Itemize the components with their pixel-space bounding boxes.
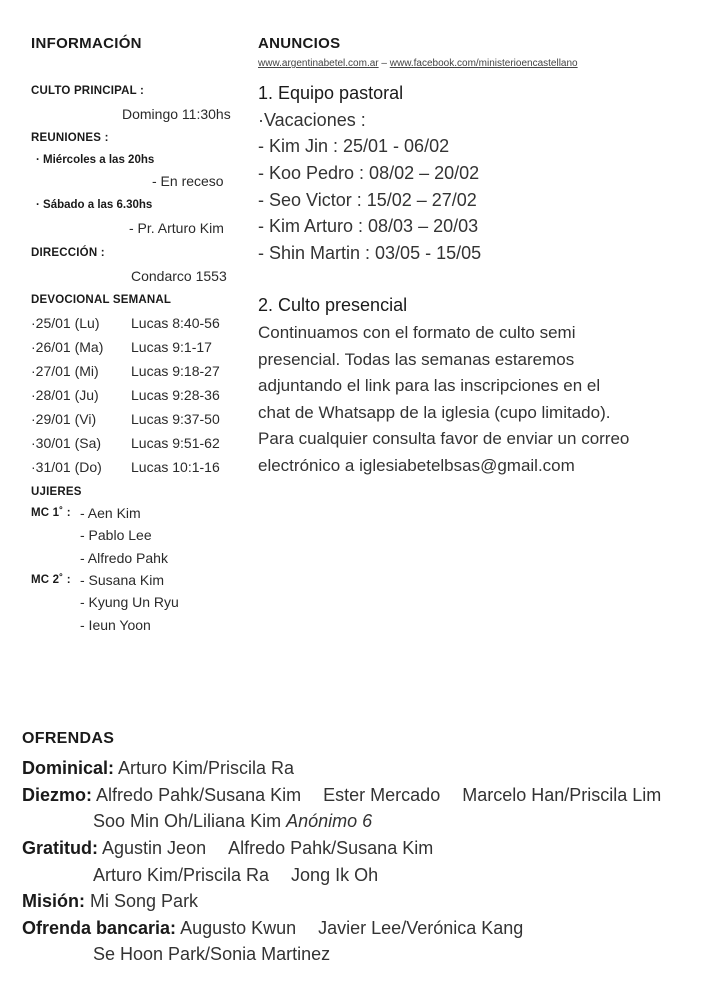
section2-title: 2. Culto presencial bbox=[258, 295, 408, 315]
ofrenda-gratitud-cont bbox=[93, 865, 378, 886]
devocional-ref: Lucas 9:28-36 bbox=[131, 387, 220, 403]
devocional-row bbox=[31, 411, 231, 427]
info-title: INFORMACIÓN bbox=[31, 35, 142, 52]
devocional-date: ·26/01 (Ma) bbox=[31, 339, 104, 355]
dominical-names: Arturo Kim/Priscila Ra bbox=[118, 758, 295, 778]
direccion-value: Condarco 1553 bbox=[131, 268, 227, 284]
ofrenda-gratitud bbox=[22, 838, 433, 859]
mc1-label: MC 1˚ : bbox=[31, 507, 71, 519]
website-link[interactable]: www.argentinabetel.com.ar bbox=[258, 58, 379, 69]
vacation-item: - Shin Martin : 03/05 - 15/05 bbox=[258, 243, 482, 263]
gratitud-name: Alfredo Pahk/Susana Kim bbox=[228, 838, 434, 858]
devocional-label: DEVOCIONAL SEMANAL bbox=[31, 294, 172, 306]
devocional-date: ·28/01 (Ju) bbox=[31, 387, 99, 403]
mc2-label: MC 2˚ : bbox=[31, 574, 71, 586]
mc1-name: - Alfredo Pahk bbox=[80, 550, 168, 566]
ofrenda-bancaria-cont bbox=[93, 944, 330, 965]
ofrenda-diezmo-cont bbox=[93, 811, 372, 832]
devocional-date: ·25/01 (Lu) bbox=[31, 315, 100, 331]
mc1-name: - Aen Kim bbox=[80, 505, 141, 521]
bancaria-name: Augusto Kwun bbox=[180, 918, 297, 938]
sabado-label: · Sábado a las 6.30hs bbox=[36, 199, 153, 211]
ofrenda-bancaria bbox=[22, 918, 523, 939]
anuncios-links bbox=[258, 58, 578, 69]
vacation-item: - Koo Pedro : 08/02 – 20/02 bbox=[258, 163, 480, 183]
devocional-row bbox=[31, 339, 231, 355]
devocional-row bbox=[31, 315, 231, 331]
vacation-item: - Seo Victor : 15/02 – 27/02 bbox=[258, 190, 477, 210]
devocional-ref: Lucas 9:1-17 bbox=[131, 339, 212, 355]
bancaria-label: Ofrenda bancaria: bbox=[22, 918, 177, 938]
mc1-name: - Pablo Lee bbox=[80, 527, 152, 543]
devocional-row bbox=[31, 435, 231, 451]
miercoles-value: - En receso bbox=[152, 173, 224, 189]
devocional-date: ·30/01 (Sa) bbox=[31, 435, 102, 451]
anuncios-title: ANUNCIOS bbox=[258, 35, 341, 52]
devocional-ref: Lucas 9:51-62 bbox=[131, 435, 220, 451]
diezmo-name: Marcelo Han/Priscila Lim bbox=[462, 785, 662, 805]
ofrenda-diezmo bbox=[22, 785, 661, 806]
vacation-item: - Kim Arturo : 08/03 – 20/03 bbox=[258, 216, 479, 236]
diezmo-name: Alfredo Pahk/Susana Kim bbox=[96, 785, 302, 805]
direccion-label: DIRECCIÓN : bbox=[31, 247, 105, 259]
bancaria-name: Javier Lee/Verónica Kang bbox=[318, 918, 524, 938]
section2-line: electrónico a iglesiabetelbsas@gmail.com bbox=[258, 455, 575, 475]
diezmo-anonymous: Anónimo 6 bbox=[286, 811, 373, 831]
section2-body bbox=[258, 320, 688, 479]
miercoles-label: · Miércoles a las 20hs bbox=[36, 154, 155, 166]
section2-line: Para cualquier consulta favor de enviar un correo bbox=[258, 429, 630, 448]
devocional-date: ·27/01 (Mi) bbox=[31, 363, 99, 379]
culto-label: CULTO PRINCIPAL : bbox=[31, 85, 145, 97]
diezmo-name: Soo Min Oh/Liliana Kim bbox=[93, 811, 282, 831]
dominical-label: Dominical: bbox=[22, 758, 115, 778]
section2-line: chat de Whatsapp de la iglesia (cupo limitado). bbox=[258, 402, 611, 422]
facebook-link[interactable]: www.facebook.com/ministerioencastellano bbox=[389, 58, 578, 69]
ofrendas-title: OFRENDAS bbox=[22, 730, 115, 747]
section2-line: Continuamos con el formato de culto semi bbox=[258, 323, 576, 342]
sabado-value: - Pr. Arturo Kim bbox=[129, 220, 224, 236]
section1-title: 1. Equipo pastoral bbox=[258, 83, 404, 103]
devocional-ref: Lucas 8:40-56 bbox=[131, 315, 220, 331]
devocional-row bbox=[31, 363, 231, 379]
bancaria-name: Se Hoon Park/Sonia Martinez bbox=[93, 944, 331, 964]
devocional-ref: Lucas 9:18-27 bbox=[131, 363, 220, 379]
link-separator: – bbox=[378, 58, 390, 69]
mc2-name: - Kyung Un Ryu bbox=[80, 594, 179, 610]
devocional-ref: Lucas 10:1-16 bbox=[131, 459, 220, 475]
mision-name: Mi Song Park bbox=[90, 891, 199, 911]
devocional-ref: Lucas 9:37-50 bbox=[131, 411, 220, 427]
gratitud-name: Jong Ik Oh bbox=[291, 865, 379, 885]
section2-line: presencial. Todas las semanas estaremos bbox=[258, 349, 575, 369]
mision-label: Misión: bbox=[22, 891, 85, 911]
ofrenda-mision bbox=[22, 891, 198, 912]
devocional-row bbox=[31, 387, 231, 403]
mc2-name: - Susana Kim bbox=[80, 572, 165, 588]
section1-subtitle: ·Vacaciones : bbox=[258, 110, 366, 130]
diezmo-name: Ester Mercado bbox=[323, 785, 441, 805]
devocional-date: ·31/01 (Do) bbox=[31, 459, 102, 475]
culto-value: Domingo 11:30hs bbox=[122, 106, 231, 122]
vacation-item: - Kim Jin : 25/01 - 06/02 bbox=[258, 136, 450, 156]
ujieres-label: UJIERES bbox=[31, 486, 82, 498]
gratitud-label: Gratitud: bbox=[22, 838, 98, 858]
gratitud-name: Agustin Jeon bbox=[102, 838, 207, 858]
reuniones-label: REUNIONES : bbox=[31, 132, 109, 144]
devocional-date: ·29/01 (Vi) bbox=[31, 411, 97, 427]
mc2-name: - Ieun Yoon bbox=[80, 617, 151, 633]
diezmo-label: Diezmo: bbox=[22, 785, 93, 805]
gratitud-name: Arturo Kim/Priscila Ra bbox=[93, 865, 270, 885]
devocional-row bbox=[31, 459, 231, 475]
ofrenda-dominical bbox=[22, 758, 294, 779]
section2-line: adjuntando el link para las inscripciones en el bbox=[258, 376, 601, 395]
